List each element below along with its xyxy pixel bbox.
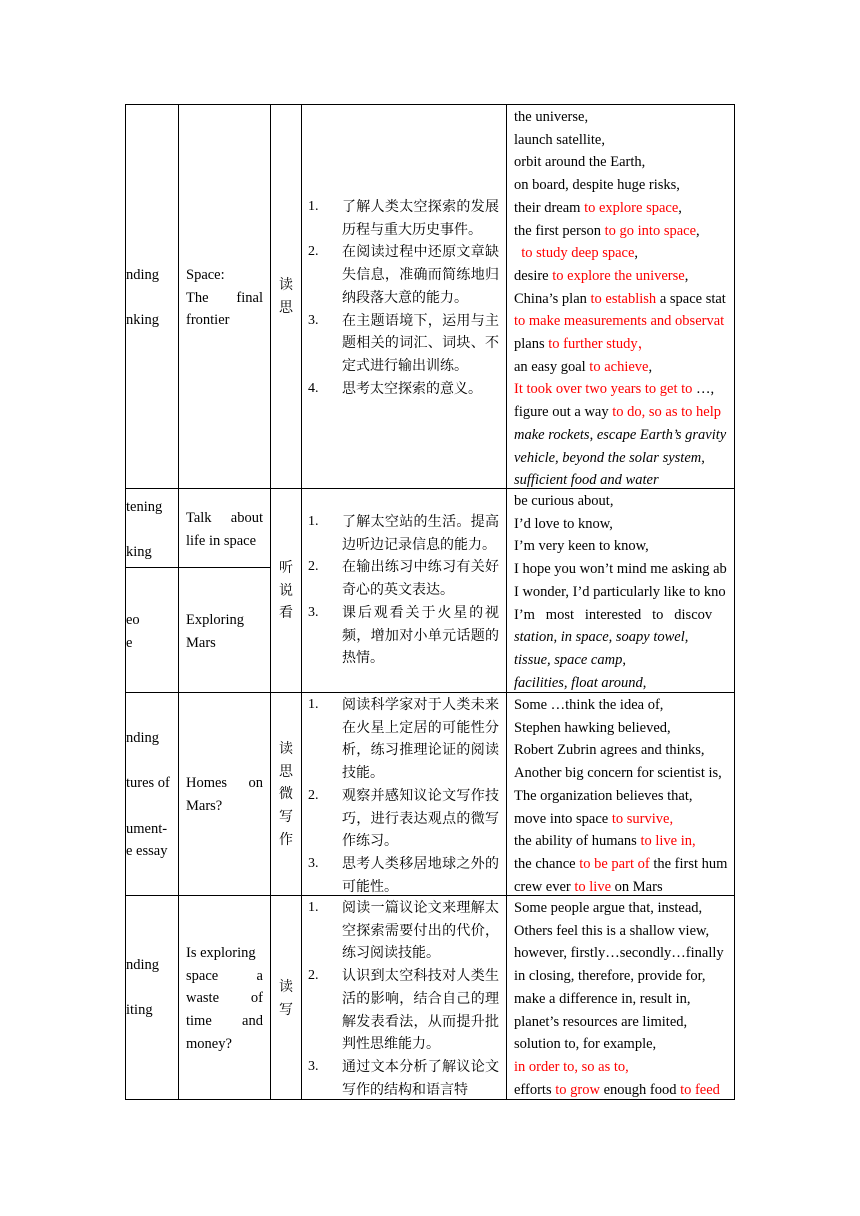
language-segment: …,	[692, 381, 715, 398]
row3-method-cell	[271, 738, 301, 852]
language-segment: to achieve	[589, 358, 649, 375]
row4-method-char: 读	[279, 979, 293, 995]
language-line	[514, 965, 734, 988]
row1-language-cell	[514, 106, 734, 492]
row3-type-line	[126, 750, 178, 773]
row1-type-line: nking	[126, 312, 160, 329]
row2b-topic-line: Mars	[186, 634, 216, 651]
language-line	[514, 220, 734, 243]
row2b-type-line: e	[126, 634, 133, 651]
row3-type-line: e essay	[126, 843, 168, 860]
language-line	[514, 447, 734, 470]
language-segment: I’m most interested to discov	[514, 606, 713, 623]
language-line	[514, 1079, 734, 1102]
row3-topic-line: Homes on	[186, 775, 263, 791]
language-segment: ,	[678, 199, 682, 216]
language-line	[514, 333, 734, 356]
row2a-type-cell	[126, 496, 178, 564]
row1-topic-line: The final	[186, 289, 263, 306]
row1-topic-line: Space:	[186, 267, 225, 283]
language-segment: the first hum	[649, 855, 728, 872]
objective-item: 1. 阅读一篇议论文来理解太空探索需要付出的代价，练习阅读技能。	[308, 900, 499, 962]
row4-type-line: iting	[126, 1002, 153, 1019]
language-line	[514, 1033, 734, 1056]
language-segment: the first person	[514, 222, 605, 239]
language-line	[514, 942, 734, 965]
language-line	[514, 853, 734, 876]
language-line	[514, 920, 734, 943]
row2b-type-cell	[126, 609, 178, 654]
row3-type-line	[126, 795, 178, 818]
row1-type-line	[126, 287, 178, 310]
language-segment: ,	[648, 358, 653, 375]
table-border-col2	[178, 104, 179, 1100]
language-segment: be curious about,	[514, 493, 614, 509]
language-line	[514, 490, 734, 513]
language-line	[514, 129, 734, 152]
language-segment: ,	[589, 426, 597, 443]
language-line	[514, 897, 734, 920]
language-segment: the chance	[514, 855, 580, 872]
row1-method-char: 读	[279, 277, 293, 293]
language-segment: the universe,	[514, 109, 589, 125]
language-line	[514, 558, 734, 581]
table-border-col4	[301, 104, 302, 1100]
language-line	[514, 626, 734, 649]
row2-method-cell	[271, 557, 301, 625]
language-segment: to establish	[590, 290, 657, 307]
objective-item: 2. 在输出练习中练习有关好奇心的英文表达。	[308, 559, 499, 599]
language-segment: facilities, float around	[514, 674, 643, 691]
language-segment: in closing, therefore, provide for,	[514, 968, 706, 985]
language-segment: ,	[684, 267, 689, 284]
language-line	[514, 378, 734, 401]
language-segment: an easy goal	[514, 358, 590, 375]
language-line	[514, 356, 734, 379]
row2-objectives-cell	[308, 511, 499, 670]
language-line	[514, 197, 734, 220]
row2a-topic-line: Talk about	[186, 510, 263, 526]
row3-method-char: 写	[279, 809, 293, 826]
language-segment: to explore space	[584, 199, 679, 216]
row3-method-char: 微	[279, 786, 293, 803]
objective-item: 2. 观察并感知议论文写作技巧，进行表达观点的微写作练习。	[308, 787, 499, 850]
language-line	[514, 808, 734, 831]
language-segment: ,	[634, 245, 639, 262]
row4-type-line	[126, 977, 178, 1000]
language-line	[514, 1011, 734, 1034]
row2b-topic-cell	[186, 609, 263, 654]
language-line	[514, 785, 734, 808]
row2a-type-line: king	[126, 544, 152, 561]
language-segment: Robert Zubrin agrees and thinks,	[514, 742, 705, 759]
row4-topic-line: space a	[186, 967, 263, 984]
row3-type-cell	[126, 727, 178, 863]
row4-topic-line: time and	[186, 1013, 263, 1030]
language-line	[514, 672, 734, 695]
language-segment: I hope you won’t mind me asking ab	[514, 561, 727, 578]
language-segment: in order to, so as to,	[514, 1058, 629, 1075]
language-segment: to live in,	[640, 833, 696, 850]
language-segment: I’d love to know,	[514, 515, 613, 532]
language-segment: orbit around the Earth,	[514, 154, 646, 171]
language-segment: figure out a way	[514, 404, 613, 421]
language-line	[514, 604, 734, 627]
language-segment: efforts	[514, 1081, 556, 1098]
language-segment: launch satellite,	[514, 131, 605, 148]
language-segment: a space stat	[656, 290, 726, 307]
row2-method-char: 听	[279, 560, 293, 576]
table-border-col5	[506, 104, 507, 1100]
language-segment: planet’s resources are limited,	[514, 1013, 688, 1030]
language-line	[514, 310, 734, 333]
language-line	[514, 762, 734, 785]
language-segment: tissue, space camp	[514, 651, 623, 668]
language-line	[514, 988, 734, 1011]
language-segment: desire	[514, 267, 553, 284]
language-segment: the ability of humans	[514, 833, 641, 850]
language-line	[514, 106, 734, 129]
row2a-topic-cell	[186, 507, 263, 552]
row1-type-cell	[126, 264, 178, 344]
row2-language-cell	[514, 490, 734, 694]
objective-item: 3. 通过文本分析了解议论文写作的结构和语言特	[308, 1058, 499, 1098]
row4-method-cell	[271, 976, 301, 1021]
language-segment: ，	[637, 336, 653, 353]
language-segment: Others feel this is a shallow view,	[514, 922, 710, 939]
language-segment: Some …think the idea of,	[514, 697, 664, 713]
language-segment: ,	[642, 674, 647, 691]
language-segment: to live	[574, 878, 612, 895]
language-line	[514, 288, 734, 311]
objective-item: 3. 在主题语境下，运用与主题相关的词汇、词块、不定式进行输出训练。	[308, 312, 499, 374]
objective-item: 1. 了解人类太空探索的发展历程与重大历史事件。	[308, 199, 499, 238]
language-line	[514, 649, 734, 672]
row3-language-cell	[514, 694, 734, 898]
row4-method-char: 写	[279, 1001, 293, 1018]
language-segment: The organization believes that,	[514, 787, 693, 804]
table-border-top	[125, 104, 735, 105]
language-segment: ,	[696, 222, 700, 239]
row3-objectives-cell	[308, 694, 499, 898]
row1-topic-cell	[186, 264, 263, 332]
language-line	[514, 830, 734, 853]
row2-method-char: 说	[279, 582, 293, 599]
row4-language-cell	[514, 897, 734, 1101]
row1-method-char: 思	[279, 299, 293, 316]
language-segment: to study deep space	[514, 245, 635, 262]
language-segment: make a difference in, result in,	[514, 990, 691, 1007]
language-segment: to grow	[555, 1081, 600, 1098]
objective-item: 1. 阅读科学家对于人类未来在火星上定居的可能性分析，练习推理论证的阅读技能。	[308, 697, 499, 782]
language-line	[514, 739, 734, 762]
language-line	[514, 174, 734, 197]
language-line	[514, 581, 734, 604]
language-line	[514, 265, 734, 288]
language-segment: escape Earth’s gravity	[596, 426, 727, 443]
language-segment: Another big concern for scientist is,	[514, 765, 722, 782]
language-line	[514, 469, 734, 492]
language-segment: I’m very keen to know,	[514, 538, 649, 555]
row4-type-cell	[126, 954, 178, 1022]
row4-objectives-cell	[308, 897, 499, 1099]
row3-method-char: 读	[279, 741, 293, 757]
language-segment: to be part of	[579, 855, 650, 872]
row1-objectives-cell	[308, 196, 499, 400]
language-segment: to explore the universe	[552, 267, 685, 284]
language-segment: vehicle, beyond the solar system	[514, 449, 702, 466]
objective-item: 1. 了解太空站的生活。提高边听边记录信息的能力。	[308, 514, 499, 553]
language-line	[514, 694, 734, 717]
row4-type-line: nding	[126, 957, 160, 973]
language-line	[514, 242, 734, 265]
row2a-type-line	[126, 519, 178, 542]
language-segment: their dream	[514, 199, 585, 216]
row3-method-char: 作	[279, 831, 293, 848]
table-border-right	[734, 104, 735, 1100]
language-segment: It took over two years to get to	[514, 381, 693, 398]
row3-method-char: 思	[279, 763, 293, 780]
row4-topic-line: waste of	[186, 990, 263, 1007]
language-segment: solution to, for example,	[514, 1036, 657, 1053]
objective-item: 3. 课后观看关于火星的视频，增加对小单元话题的热情。	[308, 604, 499, 667]
language-segment: Stephen hawking believed,	[514, 719, 671, 736]
row3-type-line: tures of	[126, 775, 170, 792]
row1-method-cell	[271, 274, 301, 319]
language-line	[514, 424, 734, 447]
language-segment: to make measurements and observat	[514, 313, 725, 330]
language-segment: station, in space, soapy towel,	[514, 629, 689, 646]
language-segment: to further study	[548, 336, 638, 353]
objective-item: 2. 认识到太空科技对人类生活的影响，结合自己的理解发表看法，从而提升批判性思维能力。	[308, 968, 499, 1053]
row1-topic-line: frontier	[186, 312, 230, 329]
row3-topic-line: Mars?	[186, 797, 223, 814]
row2b-type-line: eo	[126, 612, 140, 628]
language-segment: move into space	[514, 810, 612, 827]
row3-topic-cell	[186, 772, 263, 817]
language-line	[514, 876, 734, 899]
language-segment: ,	[622, 651, 626, 668]
language-line	[514, 401, 734, 424]
language-segment: I wonder, I’d particularly like to kno	[514, 583, 726, 600]
language-segment: plans	[514, 336, 549, 353]
language-segment: to go into space	[604, 222, 697, 239]
language-segment: however, firstly…secondly…finally	[514, 945, 724, 962]
row1-type-line: nding	[126, 267, 160, 283]
objective-item: 4. 思考太空探索的意义。	[308, 380, 482, 397]
language-segment: crew ever	[514, 878, 575, 895]
language-line	[514, 717, 734, 740]
objective-item: 3. 思考人类移居地球之外的可能性。	[308, 855, 499, 895]
row4-topic-line: Is exploring	[186, 945, 256, 961]
row3-type-line: nding	[126, 730, 160, 746]
objective-item: 2. 在阅读过程中还原文章缺失信息，准确而简练地归纳段落大意的能力。	[308, 244, 499, 306]
language-line	[514, 535, 734, 558]
row2a-type-line: tening	[126, 499, 163, 515]
language-segment: enough food	[599, 1081, 681, 1098]
row-divider-2a	[125, 567, 271, 568]
language-line	[514, 1056, 734, 1079]
language-segment: ,	[701, 449, 705, 466]
row2-method-char: 看	[279, 605, 293, 622]
language-segment: on board, despite huge risks,	[514, 177, 680, 194]
language-line	[514, 151, 734, 174]
row4-topic-line: money?	[186, 1035, 232, 1052]
language-segment: sufficient food and water	[514, 472, 659, 489]
language-segment: to survive,	[611, 810, 674, 827]
language-segment: make rockets	[514, 426, 590, 443]
language-segment: on Mars	[611, 878, 663, 895]
language-segment: to feed	[680, 1081, 720, 1098]
language-segment: China’s plan	[514, 290, 591, 307]
row4-topic-cell	[186, 942, 263, 1056]
table-border-left	[125, 104, 126, 1100]
row3-type-line: ument-	[126, 820, 168, 837]
row2a-topic-line: life in space	[186, 532, 257, 549]
language-segment: Some people argue that, instead,	[514, 900, 703, 916]
language-line	[514, 513, 734, 536]
language-segment: to do, so as to help	[612, 404, 721, 421]
row2b-topic-line: Exploring	[186, 612, 244, 628]
